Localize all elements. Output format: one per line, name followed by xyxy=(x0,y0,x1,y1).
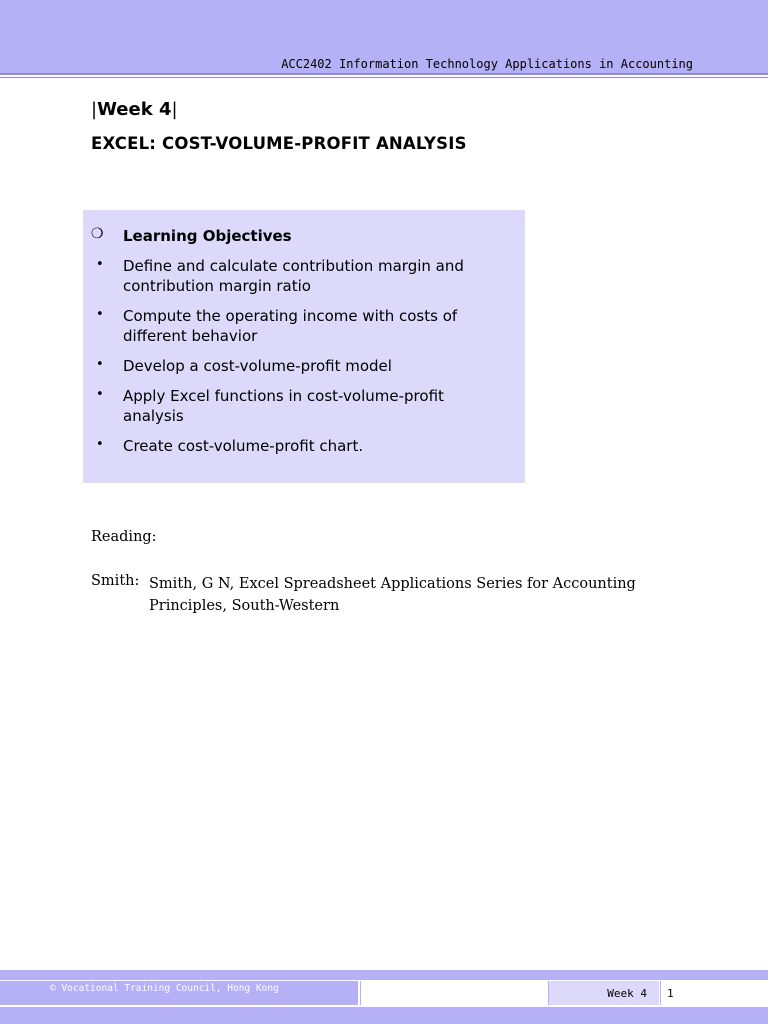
reading-label: Reading: xyxy=(91,529,157,545)
page-number: 1 xyxy=(667,987,674,1000)
document-title: EXCEL: COST-VOLUME-PROFIT ANALYSIS xyxy=(91,134,467,153)
objective-text: Create cost-volume-profit chart. xyxy=(123,437,364,455)
divider-bar-right: | xyxy=(171,99,178,120)
header-band xyxy=(0,0,768,73)
objectives-heading: Learning Objectives xyxy=(123,227,292,245)
objective-text: Compute the operating income with costs of different behavior xyxy=(123,307,458,345)
week-heading xyxy=(91,99,178,120)
objective-text: Define and calculate contribution margin and contribution margin ratio xyxy=(123,257,464,295)
footer-band xyxy=(0,970,768,980)
footer-blank-cell xyxy=(360,981,547,1005)
footer-row xyxy=(0,981,768,1005)
divider-bar-left: | xyxy=(91,99,98,120)
objective-text: Apply Excel functions in cost-volume-profit analysis xyxy=(123,387,444,425)
footer-week-cell xyxy=(548,981,659,1005)
footer-page-cell xyxy=(660,981,768,1005)
bullet-icon: • xyxy=(96,307,104,322)
footer-band-bottom xyxy=(0,1007,768,1024)
bullet-icon: • xyxy=(96,437,104,452)
copyright-text: © Vocational Training Council, Hong Kong xyxy=(50,983,279,994)
objective-item xyxy=(83,256,525,296)
objective-text: Develop a cost-volume-profit model xyxy=(123,357,392,375)
header-rule xyxy=(0,73,768,75)
bullet-icon: • xyxy=(96,387,104,402)
reference-text: Smith, G N, Excel Spreadsheet Applications Series for Accounting Principles, South-Western xyxy=(149,576,636,614)
course-title: ACC2402 Information Technology Applications in Accounting xyxy=(281,57,693,71)
bullet-icon: • xyxy=(96,357,104,372)
hollow-circle-bullet-icon: ❍ xyxy=(91,226,104,242)
objectives-list xyxy=(83,256,525,466)
objective-item xyxy=(83,436,525,456)
bullet-icon: • xyxy=(96,257,104,272)
reference-key: Smith: xyxy=(91,573,140,589)
footer-week-label: Week 4 xyxy=(607,987,647,1000)
week-label: Week 4 xyxy=(97,99,172,120)
learning-objectives-box xyxy=(83,210,525,483)
objective-item xyxy=(83,306,525,346)
header-rule-thin xyxy=(0,77,768,78)
footer-copyright-cell xyxy=(0,981,358,1005)
objective-item xyxy=(83,386,525,426)
objective-item xyxy=(83,356,525,376)
